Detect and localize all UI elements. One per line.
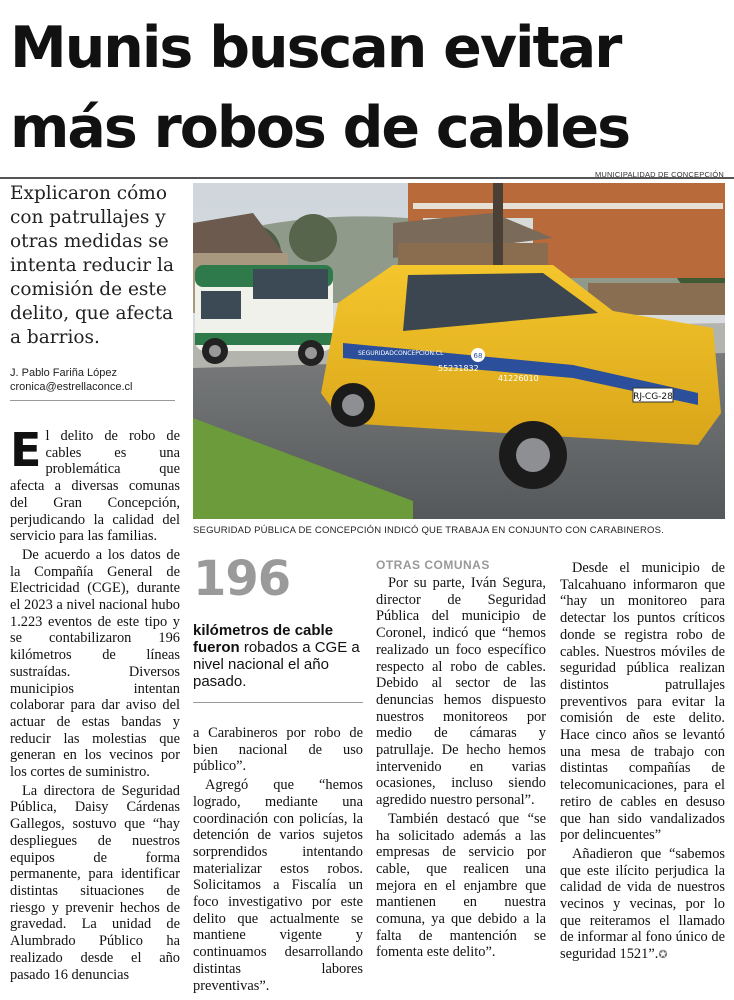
body-paragraph: La directora de Seguridad Pública, Daisy Cárdenas Gallegos, sostuvo que “hay despliegues de nuestros equipos de forma permanente, para identificar distintas situaciones de riesgo y prevenir hechos de gravedad. La unidad de Alumbrado Público ha realizado desde el año pasado 16 denuncias xyxy=(10,782,180,983)
photo-credit: MUNICIPALIDAD DE CONCEPCIÓN xyxy=(594,170,724,179)
section-kicker: OTRAS COMUNAS xyxy=(376,558,490,572)
factbox-text xyxy=(193,622,365,690)
body-paragraph: Agregó que “hemos logrado, mediante una coordinación con policías, la detención de varios sujetos sorprendidos intentando materializar estos robos. Solicitamos a Fiscalía un foco investigativo por este delito que actualmente se mantiene vigente y continuamos desarrollando distintas labores preventivas”. xyxy=(193,777,363,994)
body-paragraph: Por su parte, Iván Segura, director de Seguridad Pública del municipio de Coronel, indicó que “hemos realizado un foco específico respecto al robo de cables. Debido al sector de las denuncias hemos dispuesto nuestros monitoreos por medio de cámaras y patrullaje. De hecho hemos intervenido en varias ocasiones, incluso siendo agredido nuestro personal”. xyxy=(376,575,546,809)
body-column-1 xyxy=(10,423,180,985)
author-name: J. Pablo Fariña López xyxy=(10,367,118,379)
byline-divider xyxy=(10,400,175,401)
body-column-4 xyxy=(560,560,725,966)
body-paragraph: También destacó que “se ha solicitado además a las empresas de servicio por cable, que realicen una mejora en el enjambre que mantienen en nuestra comuna, ya que debido a la falta de mantención se fomenta este delito”. xyxy=(376,810,546,961)
byline xyxy=(10,366,178,394)
body-column-3 xyxy=(376,575,546,963)
deck-subtitle: Explicaron cómo con patrullajes y otras medidas se intenta reducir la comisión de este delito, que afecta a barrios. xyxy=(10,183,174,348)
factbox-bold-text: kilómetros de cable fueron xyxy=(193,622,334,656)
body-paragraph: Desde el municipio de Talcahuano informaron que “hay un monitoreo para detectar los puntos críticos donde se registra robo de cables. Nuestros móviles de seguridad pública realizan distintos patrullajes preventivos para evitar la comisión de este delito. Hace cinco años se levantó una mesa de trabajo con distintas compañías de telecomunicaciones, para el retiro de cables en desuso que han sido vandalizados por delincuentes” xyxy=(560,560,725,844)
vehicle-web: SEGURIDADCONCEPCION.CL xyxy=(358,350,444,357)
article-photo xyxy=(193,183,725,519)
factbox-divider xyxy=(193,702,363,703)
body-paragraph: De acuerdo a los datos de la Compañía General de Electricidad (CGE), durante el 2023 a nivel nacional hubo 1.223 eventos de este tipo y se contabilizaron 196 kilómetros de líneas sustraídas. Diversos municipios intentan colaborar para dar aviso del actuar de estas bandas y reducir las molestias que generan en los vecinos por los cortes de suministro. xyxy=(10,546,180,781)
end-mark-icon: ✪ xyxy=(658,948,668,962)
body-column-2 xyxy=(193,725,363,996)
photo-van-green xyxy=(195,265,333,366)
body-paragraph: Añadieron que “sabemos que este ilícito perjudica la calidad de vida de nuestros vecinos y vecinas, por lo que reiteramos el llamado de informar al fono único de seguridad 1521”.✪ xyxy=(560,845,725,963)
vehicle-phone-1: 55231832 xyxy=(438,364,479,373)
author-email[interactable]: cronica@estrellaconce.cl xyxy=(10,381,133,393)
photo-caption: SEGURIDAD PÚBLICA DE CONCEPCIÓN INDICÓ QUE TRABAJA EN CONJUNTO CON CARABINEROS. xyxy=(193,525,664,536)
factbox-regular-text: robados a CGE a nivel nacional el año pasado. xyxy=(193,639,360,690)
headline xyxy=(10,8,724,168)
body-paragraph: El delito de robo de cables es una problemática que afecta a diversas comunas del Gran Concepción, perjudicando la calidad del servicio para las familias. xyxy=(10,423,180,545)
headline-line-2: más robos de cables xyxy=(10,95,630,161)
body-paragraph: a Carabineros por robo de bien nacional de uso público”. xyxy=(193,725,363,775)
vehicle-plate: RJ-CG-28 xyxy=(633,392,673,402)
vehicle-number: 68 xyxy=(473,352,483,360)
vehicle-phone-2: 41226010 xyxy=(498,374,539,383)
factbox-number: 196 xyxy=(193,551,291,607)
headline-line-1: Munis buscan evitar xyxy=(10,15,621,81)
drop-cap: E xyxy=(10,423,42,477)
